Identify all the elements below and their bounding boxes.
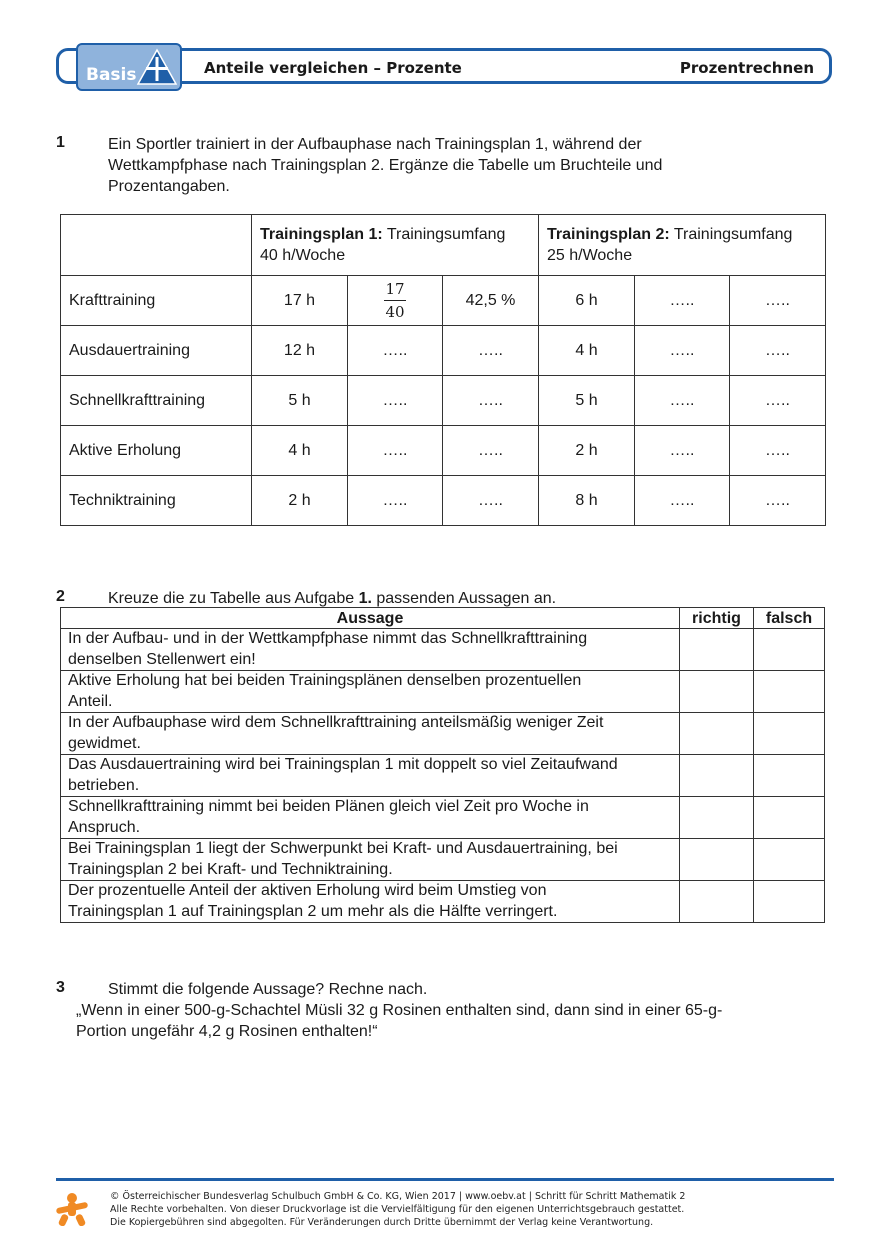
plan1-percent-cell[interactable]: ….. [443,426,539,476]
task2-text-b: passenden Aussagen an. [371,590,557,607]
plan2-hours-cell: 6 h [539,276,635,326]
task1-line: Wettkampfphase nach Trainingsplan 2. Ergänze die Tabelle um Bruchteile und [108,157,663,174]
statement-text [61,713,680,755]
task1-line: Prozentangaben. [108,178,230,195]
task3-quote [76,1000,806,1042]
true-checkbox-cell[interactable] [680,713,754,755]
true-checkbox-cell[interactable] [680,755,754,797]
statement-row [61,713,825,755]
table-header-row [61,215,826,276]
plan1-title: Trainingsplan 1: [260,226,383,243]
task1-line: Ein Sportler trainiert in der Aufbauphase nach Trainingsplan 1, während der [108,136,642,153]
plan1-fraction-cell[interactable]: ….. [348,476,443,526]
plan1-fraction-cell[interactable]: ….. [348,426,443,476]
task2-text-bold: 1. [358,590,372,607]
plan2-hours-cell: 2 h [539,426,635,476]
task-number-3: 3 [56,979,65,996]
false-checkbox-cell[interactable] [754,881,825,923]
plan2-fraction-cell[interactable]: ….. [635,476,730,526]
task2-text-a: Kreuze die zu Tabelle aus Aufgabe [108,590,359,607]
statement-line: Schnellkrafttraining nimmt bei beiden Plänen gleich viel Zeit pro Woche in [68,798,589,815]
statement-line: Aktive Erholung hat bei beiden Trainingsplänen denselben prozentuellen [68,672,582,689]
plan1-fraction-cell[interactable]: ….. [348,376,443,426]
footer-copyright [110,1190,685,1229]
statements-header-row [61,608,825,629]
footer-line: © Österreichischer Bundesverlag Schulbuch GmbH & Co. KG, Wien 2017 | www.oebv.at | Schritt für Schritt Mathematik 2 [110,1191,686,1202]
plan1-hours-cell: 5 h [252,376,348,426]
plan1-percent-cell[interactable]: ….. [443,326,539,376]
statement-line: Trainingsplan 2 bei Kraft- und Techniktraining. [68,860,393,878]
plan2-percent-cell[interactable]: ….. [730,426,826,476]
fraction-bar [384,300,406,301]
row-label: Krafttraining [61,276,252,326]
fraction [383,280,406,321]
statement-text [61,881,680,923]
row-label: Schnellkrafttraining [61,376,252,426]
statement-row [61,839,825,881]
table-row [61,326,826,376]
statement-text [61,797,680,839]
statement-line: Anteil. [68,692,113,710]
plan2-percent-cell[interactable]: ….. [730,476,826,526]
plan1-hours-cell: 4 h [252,426,348,476]
statement-line: In der Aufbauphase wird dem Schnellkrafttraining anteilsmäßig weniger Zeit [68,714,604,731]
statement-line: betrieben. [68,776,140,794]
plan2-title: Trainingsplan 2: [547,226,670,243]
true-checkbox-cell[interactable] [680,839,754,881]
statement-line: Trainingsplan 1 auf Trainingsplan 2 um mehr als die Hälfte verringert. [68,902,558,920]
plan2-percent-cell[interactable]: ….. [730,376,826,426]
plan1-hours-cell: 12 h [252,326,348,376]
quote-line: Portion ungefähr 4,2 g Rosinen enthalten!“ [76,1023,378,1040]
plan2-header [539,215,826,276]
table-row [61,476,826,526]
statement-row [61,671,825,713]
footer-line: Die Kopiergebühren sind abgegolten. Für Veränderungen durch Dritte übernimmt der Verlag keine Verantwortung. [110,1217,654,1228]
logo-label: Basis [86,65,137,85]
statement-text [61,629,680,671]
plan1-hours-cell: 17 h [252,276,348,326]
statement-line: gewidmet. [68,734,141,752]
false-checkbox-cell[interactable] [754,839,825,881]
task2-instruction [108,588,556,609]
plan1-scope: Trainingsumfang [386,226,506,243]
plan2-fraction-cell[interactable]: ….. [635,426,730,476]
table-row [61,276,826,326]
statement-text [61,839,680,881]
basis-logo [76,43,182,91]
plan2-hours-cell: 4 h [539,326,635,376]
row-label: Ausdauertraining [61,326,252,376]
empty-corner-cell [61,215,252,276]
statement-row [61,797,825,839]
plan1-percent-cell[interactable]: ….. [443,376,539,426]
fraction-denominator: 40 [385,303,405,321]
plan2-fraction-cell[interactable]: ….. [635,376,730,426]
true-checkbox-cell[interactable] [680,881,754,923]
task1-text [108,134,662,197]
plan2-fraction-cell[interactable]: ….. [635,326,730,376]
table-row [61,376,826,426]
footer-line: Alle Rechte vorbehalten. Von dieser Druckvorlage ist die Vervielfältigung für den eigenen Unterrichtsgebrauch gestattet. [110,1204,685,1215]
plan2-hours-cell: 8 h [539,476,635,526]
col-true: richtig [680,608,754,629]
plan1-hours: 40 h/Woche [260,247,346,264]
statement-row [61,881,825,923]
statement-row [61,629,825,671]
star-person-icon [54,1192,90,1226]
task-number-1: 1 [56,134,65,151]
plan2-fraction-cell[interactable]: ….. [635,276,730,326]
fraction-numerator: 17 [385,280,405,298]
footer-divider [56,1178,834,1181]
plan1-header [252,215,539,276]
training-table [60,214,826,526]
true-checkbox-cell[interactable] [680,797,754,839]
statement-line: Der prozentuelle Anteil der aktiven Erholung wird beim Umstieg von [68,882,547,899]
statement-line: In der Aufbau- und in der Wettkampfphase nimmt das Schnellkrafttraining [68,630,588,647]
plan1-fraction-cell [348,276,443,326]
col-statement: Aussage [61,608,680,629]
statement-text [61,671,680,713]
plan1-percent-cell: 42,5 % [443,276,539,326]
col-false: falsch [754,608,825,629]
statement-line: Das Ausdauertraining wird bei Trainingsplan 1 mit doppelt so viel Zeitaufwand [68,756,618,773]
plan2-hours-cell: 5 h [539,376,635,426]
plan1-fraction-cell[interactable]: ….. [348,326,443,376]
statement-line: denselben Stellenwert ein! [68,650,256,668]
statement-row [61,755,825,797]
plan1-percent-cell[interactable]: ….. [443,476,539,526]
plan1-hours-cell: 2 h [252,476,348,526]
statement-line: Anspruch. [68,818,141,836]
plan2-percent-cell[interactable]: ….. [730,326,826,376]
false-checkbox-cell[interactable] [754,713,825,755]
plan2-percent-cell[interactable]: ….. [730,276,826,326]
false-checkbox-cell[interactable] [754,629,825,671]
page-title: Anteile vergleichen – Prozente [204,59,462,77]
page-topic: Prozentrechnen [679,59,814,77]
table-row [61,426,826,476]
triangle-t-icon [136,47,178,87]
true-checkbox-cell[interactable] [680,629,754,671]
statement-line: Bei Trainingsplan 1 liegt der Schwerpunkt bei Kraft- und Ausdauertraining, bei [68,840,618,857]
false-checkbox-cell[interactable] [754,755,825,797]
quote-line: „Wenn in einer 500-g-Schachtel Müsli 32 g Rosinen enthalten sind, dann sind in einer 65-g- [76,1002,723,1019]
plan2-hours: 25 h/Woche [547,247,633,264]
task3-question: Stimmt die folgende Aussage? Rechne nach. [108,981,428,998]
false-checkbox-cell[interactable] [754,797,825,839]
row-label: Aktive Erholung [61,426,252,476]
true-checkbox-cell[interactable] [680,671,754,713]
statement-text [61,755,680,797]
row-label: Techniktraining [61,476,252,526]
task-number-2: 2 [56,588,65,605]
statements-table [60,607,825,923]
false-checkbox-cell[interactable] [754,671,825,713]
plan2-scope: Trainingsumfang [673,226,793,243]
